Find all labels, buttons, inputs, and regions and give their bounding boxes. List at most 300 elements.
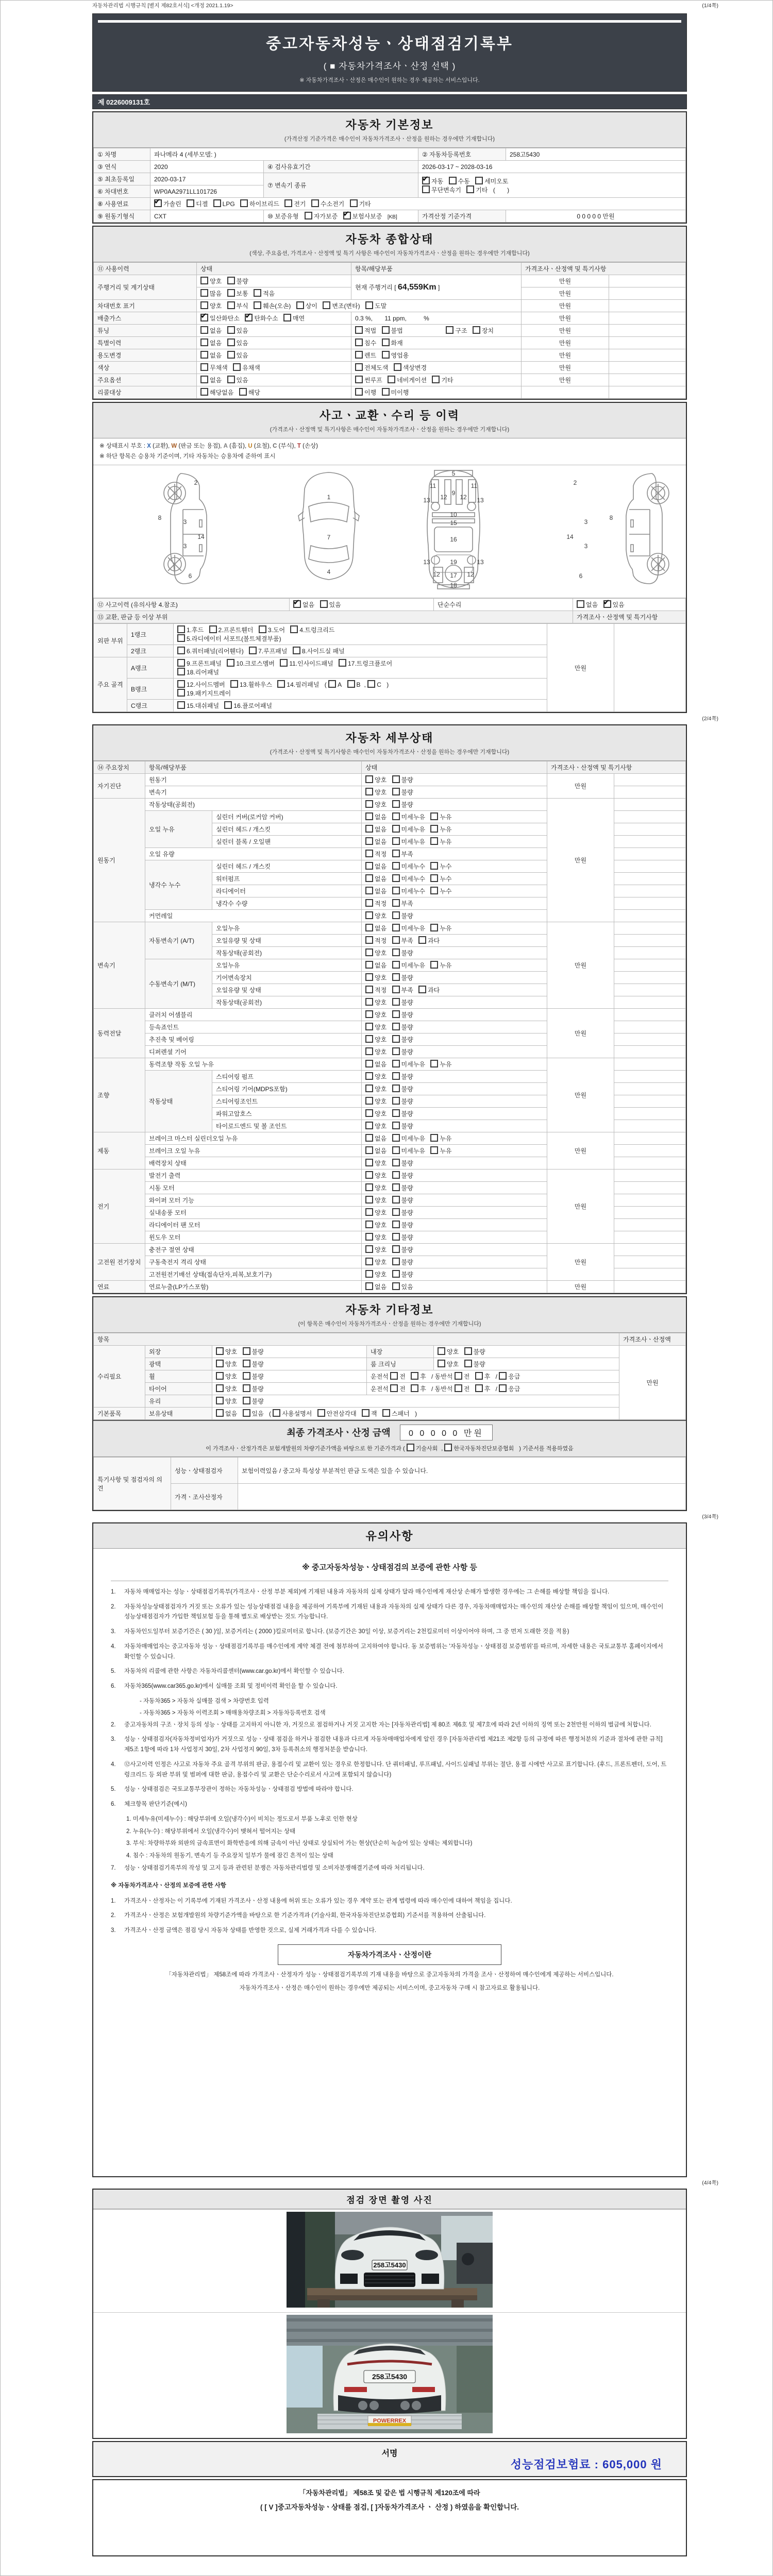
- checkbox-icon[interactable]: [365, 812, 373, 820]
- checkbox-icon[interactable]: [365, 1282, 373, 1290]
- checkbox-icon[interactable]: [365, 775, 373, 783]
- checkbox-option[interactable]: [365, 1122, 386, 1130]
- checkbox-option[interactable]: [320, 600, 341, 609]
- checkbox-option[interactable]: [365, 1023, 386, 1031]
- checkbox-icon[interactable]: [227, 376, 235, 383]
- checkbox-option[interactable]: [365, 812, 386, 821]
- checkbox-option[interactable]: [603, 600, 625, 609]
- checkbox-icon[interactable]: [365, 1183, 373, 1191]
- checkbox-icon[interactable]: [227, 659, 234, 667]
- checkbox-option[interactable]: [392, 1258, 413, 1266]
- checkbox-icon[interactable]: [254, 289, 261, 297]
- checkbox-icon[interactable]: [392, 1196, 400, 1204]
- checkbox-option[interactable]: [392, 973, 413, 982]
- checkbox-option[interactable]: [464, 1347, 485, 1356]
- checkbox-icon[interactable]: [411, 1384, 418, 1392]
- checkbox-option[interactable]: [430, 961, 451, 970]
- checkbox-icon[interactable]: [430, 887, 438, 894]
- checkbox-option[interactable]: [475, 1384, 491, 1393]
- checkbox-icon[interactable]: [407, 1444, 414, 1451]
- checkbox-option[interactable]: [227, 289, 248, 298]
- checkbox-option[interactable]: [293, 600, 314, 609]
- checkbox-icon[interactable]: [392, 812, 400, 820]
- checkbox-icon[interactable]: [392, 936, 400, 944]
- checkbox-option[interactable]: [177, 689, 231, 698]
- checkbox-option[interactable]: [392, 874, 425, 883]
- checkbox-icon[interactable]: [392, 1221, 400, 1228]
- checkbox-option[interactable]: [392, 862, 425, 871]
- checkbox-option[interactable]: [177, 647, 244, 655]
- checkbox-icon[interactable]: [355, 388, 363, 396]
- checkbox-icon[interactable]: [328, 680, 336, 688]
- checkbox-icon[interactable]: [392, 961, 400, 969]
- checkbox-icon[interactable]: [394, 363, 401, 371]
- checkbox-icon[interactable]: [365, 874, 373, 882]
- checkbox-option[interactable]: [392, 1060, 425, 1069]
- checkbox-checked-icon[interactable]: [293, 600, 301, 608]
- checkbox-option[interactable]: [216, 1347, 237, 1356]
- checkbox-icon[interactable]: [290, 625, 298, 633]
- checkbox-option[interactable]: [430, 887, 451, 895]
- checkbox-icon[interactable]: [177, 647, 185, 654]
- checkbox-option[interactable]: [392, 850, 413, 858]
- checkbox-icon[interactable]: [577, 600, 584, 608]
- checkbox-option[interactable]: [499, 1384, 520, 1393]
- checkbox-option[interactable]: [200, 289, 222, 298]
- checkbox-option[interactable]: [438, 1347, 459, 1356]
- checkbox-icon[interactable]: [305, 212, 312, 219]
- checkbox-icon[interactable]: [177, 680, 185, 688]
- checkbox-option[interactable]: [365, 1221, 386, 1229]
- checkbox-icon[interactable]: [365, 924, 373, 931]
- checkbox-icon[interactable]: [254, 301, 261, 309]
- checkbox-icon[interactable]: [365, 1134, 373, 1142]
- checkbox-icon[interactable]: [177, 659, 185, 667]
- checkbox-icon[interactable]: [177, 668, 185, 675]
- checkbox-icon[interactable]: [365, 850, 373, 857]
- checkbox-icon[interactable]: [365, 1208, 373, 1216]
- checkbox-option[interactable]: [411, 1372, 426, 1381]
- checkbox-option[interactable]: [365, 850, 386, 858]
- checkbox-icon[interactable]: [200, 301, 208, 309]
- checkbox-icon[interactable]: [430, 812, 438, 820]
- checkbox-option[interactable]: [355, 326, 376, 335]
- checkbox-option[interactable]: [227, 277, 248, 285]
- checkbox-option[interactable]: [365, 775, 386, 784]
- checkbox-icon[interactable]: [392, 1159, 400, 1166]
- checkbox-option[interactable]: [365, 1270, 386, 1279]
- checkbox-option[interactable]: [365, 1060, 386, 1069]
- checkbox-option[interactable]: [392, 1233, 413, 1242]
- checkbox-option[interactable]: [230, 680, 272, 689]
- checkbox-option[interactable]: [392, 1171, 413, 1180]
- checkbox-option[interactable]: [392, 1084, 413, 1093]
- checkbox-icon[interactable]: [200, 363, 208, 371]
- checkbox-option[interactable]: [392, 911, 413, 920]
- checkbox-icon[interactable]: [475, 1372, 483, 1380]
- checkbox-option[interactable]: [177, 680, 225, 689]
- checkbox-option[interactable]: [209, 625, 254, 634]
- checkbox-option[interactable]: [243, 1347, 264, 1356]
- checkbox-option[interactable]: [365, 899, 386, 908]
- checkbox-icon[interactable]: [390, 1384, 398, 1392]
- checkbox-option[interactable]: [392, 1146, 425, 1155]
- checkbox-icon[interactable]: [365, 1097, 373, 1105]
- checkbox-icon[interactable]: [499, 1384, 507, 1392]
- checkbox-icon[interactable]: [280, 659, 288, 667]
- checkbox-option[interactable]: [243, 1372, 264, 1381]
- checkbox-icon[interactable]: [422, 185, 430, 193]
- checkbox-icon[interactable]: [382, 338, 390, 346]
- checkbox-option[interactable]: [200, 326, 222, 335]
- checkbox-option[interactable]: [475, 177, 508, 185]
- checkbox-option[interactable]: [200, 388, 233, 397]
- checkbox-option[interactable]: [365, 924, 386, 933]
- checkbox-icon[interactable]: [382, 326, 390, 334]
- checkbox-option[interactable]: [224, 701, 272, 710]
- checkbox-icon[interactable]: [475, 177, 483, 184]
- checkbox-icon[interactable]: [365, 1072, 373, 1080]
- checkbox-option[interactable]: [177, 625, 204, 634]
- checkbox-icon[interactable]: [365, 800, 373, 808]
- checkbox-checked-icon[interactable]: [343, 212, 351, 219]
- checkbox-icon[interactable]: [392, 775, 400, 783]
- checkbox-option[interactable]: [216, 1397, 237, 1405]
- checkbox-option[interactable]: [430, 1146, 451, 1155]
- checkbox-icon[interactable]: [365, 301, 373, 309]
- checkbox-icon[interactable]: [365, 1146, 373, 1154]
- checkbox-icon[interactable]: [177, 625, 185, 633]
- checkbox-option[interactable]: [365, 911, 386, 920]
- checkbox-option[interactable]: [392, 998, 413, 1007]
- checkbox-checked-icon[interactable]: [154, 199, 162, 207]
- checkbox-icon[interactable]: [227, 301, 235, 309]
- checkbox-option[interactable]: [365, 837, 386, 846]
- checkbox-option[interactable]: [200, 351, 222, 360]
- checkbox-icon[interactable]: [227, 277, 235, 284]
- checkbox-option[interactable]: [392, 1270, 413, 1279]
- checkbox-option[interactable]: [200, 277, 222, 285]
- checkbox-option[interactable]: [365, 825, 386, 834]
- checkbox-icon[interactable]: [430, 862, 438, 870]
- checkbox-icon[interactable]: [388, 376, 395, 383]
- checkbox-option[interactable]: [177, 701, 219, 710]
- checkbox-icon[interactable]: [233, 363, 241, 371]
- checkbox-option[interactable]: [475, 1372, 491, 1381]
- checkbox-icon[interactable]: [392, 1097, 400, 1105]
- checkbox-option[interactable]: [239, 388, 260, 397]
- checkbox-icon[interactable]: [392, 1060, 400, 1067]
- checkbox-option[interactable]: [200, 301, 222, 310]
- checkbox-icon[interactable]: [365, 1122, 373, 1129]
- checkbox-option[interactable]: [243, 1360, 264, 1368]
- checkbox-option[interactable]: [365, 887, 386, 895]
- checkbox-option[interactable]: [392, 1183, 413, 1192]
- checkbox-option[interactable]: [227, 326, 248, 335]
- checkbox-option[interactable]: [328, 680, 342, 688]
- checkbox-option[interactable]: [430, 1060, 451, 1069]
- checkbox-icon[interactable]: [224, 701, 232, 709]
- checkbox-option[interactable]: [418, 936, 440, 945]
- checkbox-option[interactable]: [392, 1010, 413, 1019]
- checkbox-icon[interactable]: [296, 301, 304, 309]
- checkbox-icon[interactable]: [430, 1134, 438, 1142]
- checkbox-option[interactable]: [177, 659, 222, 668]
- checkbox-icon[interactable]: [430, 825, 438, 833]
- checkbox-option[interactable]: [392, 961, 425, 970]
- checkbox-icon[interactable]: [432, 376, 440, 383]
- checkbox-icon[interactable]: [177, 634, 185, 642]
- checkbox-option[interactable]: [200, 338, 222, 347]
- checkbox-option[interactable]: [280, 659, 333, 668]
- checkbox-icon[interactable]: [392, 1023, 400, 1030]
- checkbox-checked-icon[interactable]: [422, 177, 430, 184]
- checkbox-option[interactable]: [233, 363, 260, 372]
- checkbox-icon[interactable]: [475, 1384, 483, 1392]
- checkbox-icon[interactable]: [392, 1084, 400, 1092]
- checkbox-icon[interactable]: [365, 887, 373, 894]
- checkbox-option[interactable]: [311, 199, 344, 208]
- checkbox-icon[interactable]: [392, 1282, 400, 1290]
- checkbox-option[interactable]: [227, 301, 248, 310]
- checkbox-icon[interactable]: [392, 911, 400, 919]
- checkbox-icon[interactable]: [177, 689, 185, 697]
- checkbox-option[interactable]: [392, 1245, 413, 1254]
- checkbox-icon[interactable]: [365, 1196, 373, 1204]
- checkbox-option[interactable]: [365, 1097, 386, 1106]
- checkbox-option[interactable]: [392, 1035, 413, 1044]
- checkbox-checked-icon[interactable]: [245, 314, 253, 321]
- checkbox-option[interactable]: [362, 1409, 377, 1418]
- checkbox-option[interactable]: [392, 837, 425, 846]
- checkbox-icon[interactable]: [392, 1208, 400, 1216]
- checkbox-icon[interactable]: [392, 1109, 400, 1117]
- checkbox-icon[interactable]: [392, 1233, 400, 1241]
- checkbox-option[interactable]: [365, 301, 386, 310]
- checkbox-option[interactable]: [473, 326, 494, 335]
- checkbox-icon[interactable]: [365, 1047, 373, 1055]
- checkbox-option[interactable]: [430, 812, 451, 821]
- checkbox-option[interactable]: [227, 376, 248, 384]
- checkbox-option[interactable]: [283, 314, 305, 323]
- checkbox-icon[interactable]: [239, 388, 247, 396]
- checkbox-icon[interactable]: [365, 1159, 373, 1166]
- checkbox-icon[interactable]: [466, 185, 474, 193]
- checkbox-icon[interactable]: [365, 1010, 373, 1018]
- checkbox-option[interactable]: [392, 788, 413, 796]
- checkbox-icon[interactable]: [392, 973, 400, 981]
- checkbox-option[interactable]: [216, 1372, 237, 1381]
- checkbox-icon[interactable]: [355, 376, 363, 383]
- checkbox-option[interactable]: [355, 376, 382, 384]
- checkbox-icon[interactable]: [438, 1347, 445, 1355]
- checkbox-icon[interactable]: [392, 1270, 400, 1278]
- checkbox-icon[interactable]: [213, 199, 221, 207]
- checkbox-option[interactable]: [382, 326, 403, 335]
- checkbox-option[interactable]: [339, 659, 392, 668]
- checkbox-option[interactable]: [422, 185, 461, 194]
- checkbox-option[interactable]: [392, 887, 425, 895]
- checkbox-option[interactable]: [365, 1035, 386, 1044]
- checkbox-option[interactable]: [213, 199, 235, 208]
- checkbox-icon[interactable]: [200, 388, 208, 396]
- checkbox-option[interactable]: [216, 1409, 237, 1418]
- checkbox-option[interactable]: [392, 1196, 413, 1205]
- checkbox-option[interactable]: [187, 199, 208, 208]
- checkbox-option[interactable]: [382, 351, 409, 360]
- checkbox-icon[interactable]: [392, 850, 400, 857]
- checkbox-icon[interactable]: [273, 1409, 280, 1417]
- checkbox-icon[interactable]: [320, 600, 328, 608]
- checkbox-option[interactable]: [216, 1360, 237, 1368]
- checkbox-icon[interactable]: [200, 277, 208, 284]
- checkbox-option[interactable]: [444, 1444, 514, 1452]
- checkbox-option[interactable]: [317, 1409, 357, 1418]
- checkbox-icon[interactable]: [243, 1347, 250, 1355]
- checkbox-icon[interactable]: [243, 1409, 250, 1417]
- checkbox-option[interactable]: [407, 1444, 438, 1452]
- checkbox-option[interactable]: [392, 1072, 413, 1081]
- checkbox-icon[interactable]: [240, 199, 248, 207]
- checkbox-icon[interactable]: [243, 1372, 250, 1380]
- checkbox-option[interactable]: [392, 1221, 413, 1229]
- checkbox-icon[interactable]: [283, 314, 291, 321]
- checkbox-icon[interactable]: [446, 326, 453, 334]
- checkbox-option[interactable]: [323, 301, 360, 310]
- checkbox-icon[interactable]: [200, 289, 208, 297]
- checkbox-icon[interactable]: [392, 1035, 400, 1043]
- checkbox-option[interactable]: [392, 1097, 413, 1106]
- checkbox-icon[interactable]: [392, 800, 400, 808]
- checkbox-icon[interactable]: [227, 338, 235, 346]
- checkbox-option[interactable]: [365, 1245, 386, 1254]
- checkbox-icon[interactable]: [365, 1084, 373, 1092]
- checkbox-icon[interactable]: [362, 1409, 369, 1417]
- checkbox-icon[interactable]: [230, 680, 238, 688]
- checkbox-option[interactable]: [200, 376, 222, 384]
- checkbox-checked-icon[interactable]: [603, 600, 611, 608]
- checkbox-icon[interactable]: [216, 1360, 224, 1367]
- checkbox-icon[interactable]: [355, 326, 363, 334]
- checkbox-icon[interactable]: [455, 1372, 462, 1380]
- checkbox-option[interactable]: [394, 363, 427, 372]
- checkbox-icon[interactable]: [382, 351, 390, 359]
- checkbox-icon[interactable]: [392, 1072, 400, 1080]
- checkbox-icon[interactable]: [200, 326, 208, 334]
- checkbox-option[interactable]: [438, 1360, 459, 1368]
- checkbox-icon[interactable]: [392, 1183, 400, 1191]
- checkbox-option[interactable]: [365, 1208, 386, 1217]
- checkbox-icon[interactable]: [382, 388, 390, 396]
- checkbox-option[interactable]: [200, 363, 228, 372]
- checkbox-icon[interactable]: [455, 1384, 462, 1392]
- checkbox-option[interactable]: [243, 1397, 264, 1405]
- checkbox-icon[interactable]: [392, 825, 400, 833]
- checkbox-option[interactable]: [446, 326, 467, 335]
- checkbox-icon[interactable]: [365, 825, 373, 833]
- checkbox-option[interactable]: [365, 1258, 386, 1266]
- checkbox-icon[interactable]: [392, 899, 400, 907]
- checkbox-icon[interactable]: [365, 1023, 373, 1030]
- checkbox-option[interactable]: [430, 825, 451, 834]
- checkbox-option[interactable]: [365, 1109, 386, 1118]
- checkbox-option[interactable]: [466, 185, 488, 194]
- checkbox-option[interactable]: [249, 647, 287, 655]
- checkbox-icon[interactable]: [365, 788, 373, 795]
- checkbox-option[interactable]: [382, 1409, 410, 1418]
- checkbox-icon[interactable]: [365, 936, 373, 944]
- checkbox-icon[interactable]: [392, 788, 400, 795]
- checkbox-icon[interactable]: [365, 1035, 373, 1043]
- checkbox-icon[interactable]: [392, 887, 400, 894]
- checkbox-option[interactable]: [355, 351, 376, 360]
- checkbox-icon[interactable]: [355, 363, 363, 371]
- checkbox-option[interactable]: [392, 1023, 413, 1031]
- checkbox-option[interactable]: [365, 1196, 386, 1205]
- checkbox-icon[interactable]: [392, 1171, 400, 1179]
- checkbox-option[interactable]: [365, 973, 386, 982]
- checkbox-option[interactable]: [430, 862, 451, 871]
- checkbox-option[interactable]: [418, 986, 440, 994]
- checkbox-option[interactable]: [449, 177, 470, 185]
- checkbox-option[interactable]: [365, 948, 386, 957]
- checkbox-icon[interactable]: [430, 1060, 438, 1067]
- checkbox-option[interactable]: [355, 363, 388, 372]
- checkbox-option[interactable]: [392, 1047, 413, 1056]
- checkbox-option[interactable]: [365, 874, 386, 883]
- checkbox-option[interactable]: [347, 680, 361, 688]
- checkbox-icon[interactable]: [411, 1372, 418, 1380]
- checkbox-option[interactable]: [430, 924, 451, 933]
- checkbox-option[interactable]: [243, 1384, 264, 1393]
- checkbox-icon[interactable]: [200, 376, 208, 383]
- checkbox-option[interactable]: [365, 1159, 386, 1167]
- checkbox-option[interactable]: [392, 1208, 413, 1217]
- checkbox-option[interactable]: [365, 998, 386, 1007]
- checkbox-option[interactable]: [365, 986, 386, 994]
- checkbox-option[interactable]: [365, 1183, 386, 1192]
- checkbox-icon[interactable]: [392, 862, 400, 870]
- checkbox-option[interactable]: [200, 314, 240, 323]
- checkbox-option[interactable]: [365, 1010, 386, 1019]
- checkbox-option[interactable]: [455, 1372, 470, 1381]
- checkbox-option[interactable]: [365, 1072, 386, 1081]
- checkbox-icon[interactable]: [200, 351, 208, 359]
- checkbox-icon[interactable]: [365, 862, 373, 870]
- checkbox-option[interactable]: [355, 338, 376, 347]
- checkbox-option[interactable]: [367, 680, 381, 688]
- checkbox-icon[interactable]: [430, 874, 438, 882]
- checkbox-option[interactable]: [392, 1122, 413, 1130]
- checkbox-icon[interactable]: [216, 1384, 224, 1392]
- checkbox-icon[interactable]: [187, 199, 194, 207]
- checkbox-option[interactable]: [392, 1282, 413, 1291]
- checkbox-icon[interactable]: [430, 961, 438, 969]
- checkbox-option[interactable]: [365, 1146, 386, 1155]
- checkbox-option[interactable]: [499, 1372, 520, 1381]
- checkbox-option[interactable]: [355, 388, 376, 397]
- checkbox-icon[interactable]: [392, 986, 400, 993]
- checkbox-option[interactable]: [382, 388, 409, 397]
- checkbox-option[interactable]: [293, 647, 345, 655]
- checkbox-icon[interactable]: [392, 874, 400, 882]
- checkbox-option[interactable]: [290, 625, 334, 634]
- checkbox-icon[interactable]: [444, 1444, 452, 1451]
- checkbox-icon[interactable]: [392, 837, 400, 845]
- checkbox-option[interactable]: [227, 351, 248, 360]
- checkbox-icon[interactable]: [392, 998, 400, 1006]
- checkbox-icon[interactable]: [392, 948, 400, 956]
